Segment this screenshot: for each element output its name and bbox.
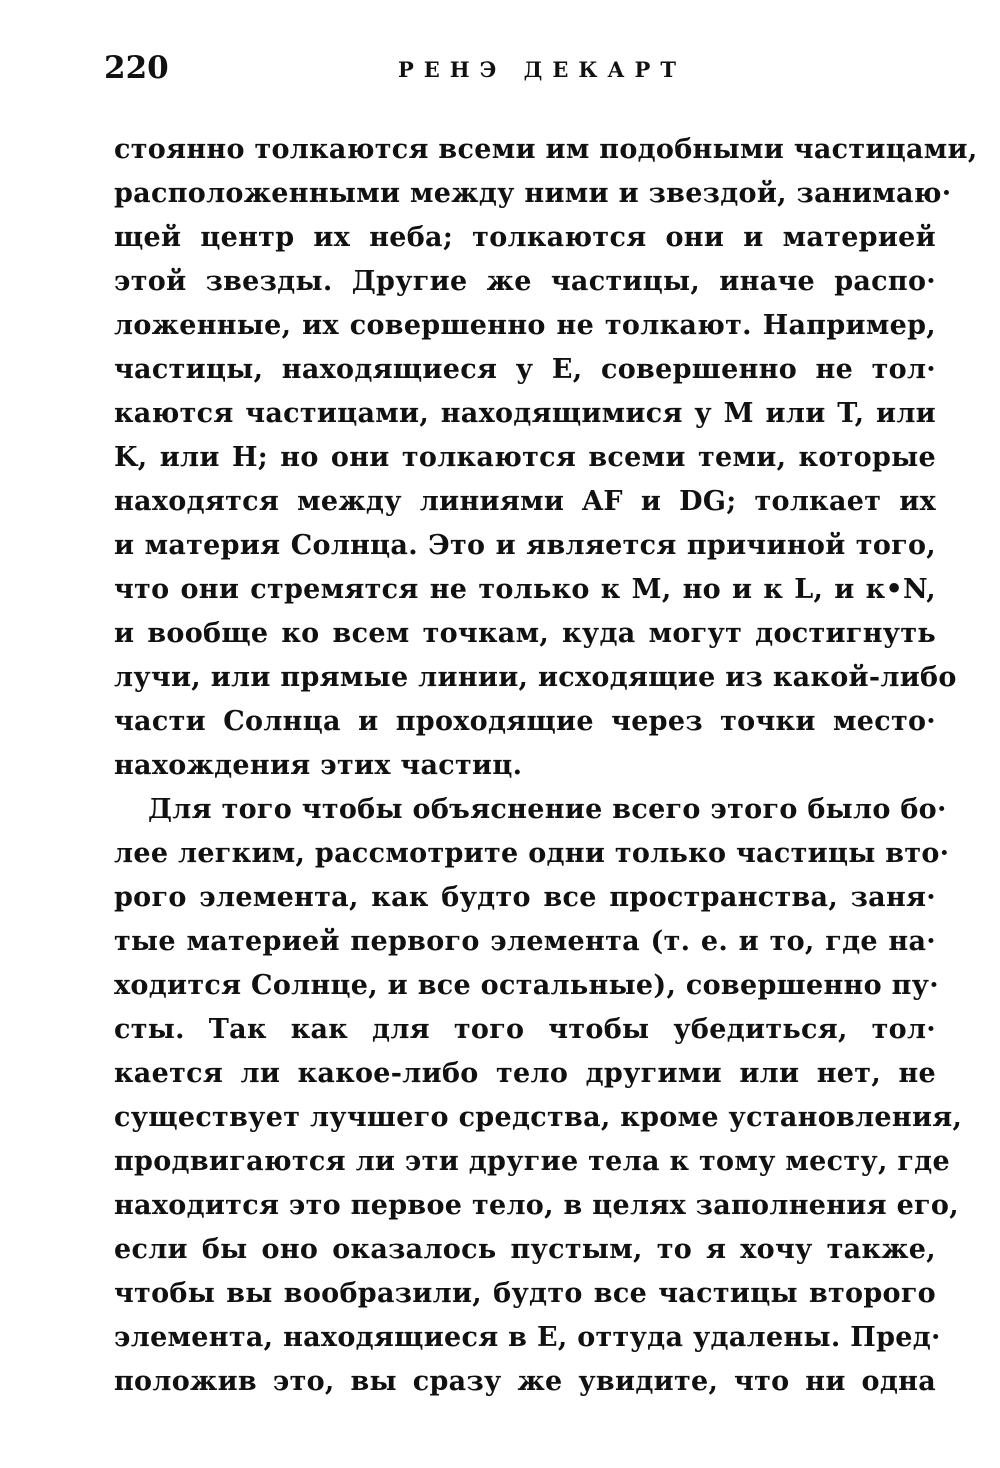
text-line: ложенные, их совершенно не толкают. Например, <box>114 310 936 341</box>
text-line: существует лучшего средства, кроме установления, <box>114 1102 963 1133</box>
text-line: частицы, находящиеся у E, совершенно не тол· <box>114 354 936 385</box>
text-line: положив это, вы сразу же увидите, что ни одна <box>114 1366 936 1397</box>
text-line: элемента, находящиеся в E, оттуда удалены. Пред· <box>114 1322 941 1353</box>
page-number: 220 <box>104 50 169 86</box>
running-head <box>98 48 940 88</box>
body-text <box>114 128 978 1404</box>
text-line: стоянно толкаются всеми им подобными частицами, <box>114 134 978 165</box>
text-line: каются частицами, находящимися у M или T, или <box>114 398 936 429</box>
text-line: рого элемента, как будто все пространства, заня· <box>114 882 936 913</box>
text-line: расположенными между ними и звездой, занимаю· <box>114 178 952 209</box>
text-line: щей центр их неба; толкаются они и материей <box>114 222 936 253</box>
text-line: ходится Солнце, и все остальные), совершенно пу· <box>114 970 939 1001</box>
text-line: находится это первое тело, в целях заполнения его, <box>114 1190 959 1221</box>
text-line: K, или H; но они толкаются всеми теми, которые <box>114 442 936 473</box>
text-line: Для того чтобы объяснение всего этого было бо· <box>148 794 947 825</box>
text-line: находятся между линиями AF и DG; толкает их <box>114 486 936 517</box>
text-line: нахождения этих частиц. <box>114 750 523 781</box>
text-line: чтобы вы вообразили, будто все частицы второго <box>114 1278 936 1309</box>
paragraph-2 <box>114 788 963 1404</box>
text-line: части Солнца и проходящие через точки место· <box>114 706 936 737</box>
text-line: лучи, или прямые линии, исходящие из какой-либо <box>114 662 957 693</box>
text-line: что они стремятся не только к M, но и к L, и к•N, <box>114 574 936 605</box>
text-line: тые материей первого элемента (т. е. и то, где на· <box>114 926 936 957</box>
paragraph-1 <box>114 128 978 788</box>
text-line: и вообще ко всем точкам, куда могут достигнуть <box>114 618 936 649</box>
running-title: РЕНЭ ДЕКАРТ <box>398 57 686 82</box>
text-line: лее легким, рассмотрите одни только частицы вто· <box>114 838 950 869</box>
text-line: сты. Так как для того чтобы убедиться, тол· <box>114 1014 936 1045</box>
text-line: и материя Солнца. Это и является причиной того, <box>114 530 936 561</box>
text-line: этой звезды. Другие же частицы, иначе распо· <box>114 266 936 297</box>
text-line: продвигаются ли эти другие тела к тому месту, где <box>114 1146 950 1177</box>
text-line: кается ли какое-либо тело другими или нет, не <box>114 1058 936 1089</box>
text-line: если бы оно оказалось пустым, то я хочу также, <box>114 1234 936 1265</box>
